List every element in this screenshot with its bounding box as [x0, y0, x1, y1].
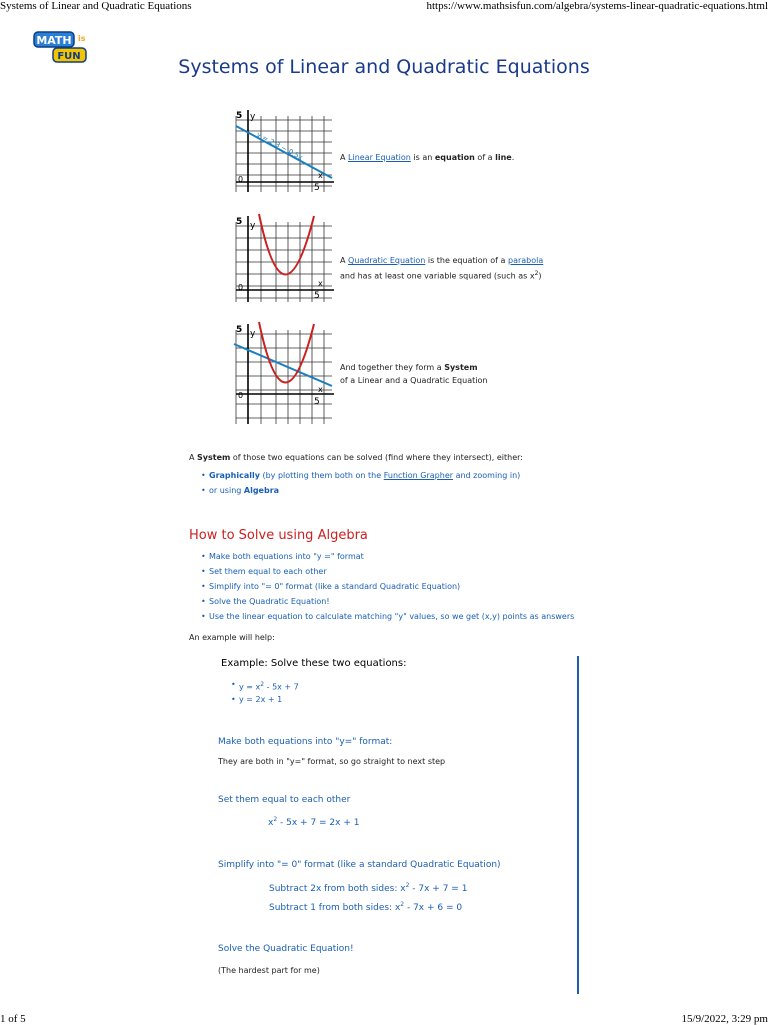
print-footer-page: 1 of 5 [0, 1013, 26, 1025]
svg-text:x: x [318, 279, 323, 288]
linear-description: A Linear Equation is an equation of a line. [340, 153, 515, 162]
line-equation-label: y = 2.3 − 0.5x [255, 130, 305, 162]
y-max-label: 5 [236, 111, 243, 121]
x-max-label: 5 [314, 183, 320, 193]
parabola-link[interactable]: parabola [507, 256, 544, 265]
svg-text:x: x [318, 385, 323, 394]
svg-text:5: 5 [236, 217, 243, 227]
parabola-graph [232, 212, 336, 304]
page-title: Systems of Linear and Quadratic Equations [178, 56, 590, 78]
system-description: And together they form a System of a Linear and a Quadratic Equation [340, 363, 488, 385]
logo-text-math: MATH [36, 34, 72, 47]
function-grapher-link[interactable]: Function Grapher [383, 471, 454, 480]
step2-equation: $x^2 - 5x + 7 = 2x + 1$ [268, 816, 360, 828]
solution-methods-list [198, 468, 520, 498]
list-item: • y = 2x + 1 [228, 692, 299, 707]
list-item: • $y = x^2 - 5x + 7$ [228, 677, 299, 692]
step3-line-a: Subtract 2x from both sides: $x^2 - 7x + 7 = 1$ [269, 882, 468, 894]
logo-text-is: is [78, 34, 86, 43]
svg-text:5: 5 [314, 397, 320, 407]
quadratic-equation-link[interactable]: Quadratic Equation [348, 256, 426, 265]
svg-text:0: 0 [238, 391, 244, 400]
print-footer-datetime: 15/9/2022, 3:29 pm [681, 1013, 768, 1025]
list-item: • Use the linear equation to calculate matching "y" values, so we get (x,y) points as answers [198, 609, 574, 624]
example-intro: An example will help: [189, 633, 275, 642]
list-item: • Make both equations into "y =" format [198, 549, 574, 564]
linear-graph [232, 106, 336, 196]
list-item: • Graphically (by plotting them both on the Function Grapher and zooming in) [198, 468, 520, 483]
example-title: Example: Solve these two equations: [221, 658, 407, 669]
x-axis-label: x [318, 171, 323, 180]
system-paragraph: A System of those two equations can be solved (find where they intersect), either: [189, 453, 523, 462]
step1-text: They are both in "y=" format, so go straight to next step [218, 757, 446, 766]
system-graph [232, 320, 336, 426]
example-equations-list [228, 677, 299, 707]
logo-text-fun: FUN [57, 51, 81, 62]
quadratic-description: A Quadratic Equation is the equation of a parabola and has at least one variable squared (such as $x^2$) [340, 256, 544, 281]
svg-text:5: 5 [236, 325, 243, 335]
list-item: • or using Algebra [198, 483, 520, 498]
svg-text:5: 5 [314, 291, 320, 301]
system-parabola [259, 322, 314, 383]
step1-heading: Make both equations into "y=" format: [218, 737, 393, 747]
linear-equation-link[interactable]: Linear Equation [348, 153, 411, 162]
svg-text:y: y [250, 221, 256, 231]
parabola-curve [259, 214, 314, 275]
print-header-url: https://www.mathsisfun.com/algebra/systems-linear-quadratic-equations.html [426, 0, 768, 12]
print-header-title: Systems of Linear and Quadratic Equations [0, 0, 192, 12]
list-item: • Solve the Quadratic Equation! [198, 594, 574, 609]
origin-label: 0 [238, 175, 244, 184]
list-item: • Set them equal to each other [198, 564, 574, 579]
example-box-rule [577, 656, 579, 994]
how-to-solve-heading: How to Solve using Algebra [189, 528, 368, 543]
step4-text: (The hardest part for me) [218, 966, 320, 975]
step3-line-b: Subtract 1 from both sides: $x^2 - 7x + 6 = 0$ [269, 901, 463, 913]
y-axis-label: y [250, 112, 256, 122]
algebra-steps-list [198, 549, 574, 624]
svg-text:0: 0 [238, 283, 244, 292]
list-item: • Simplify into "= 0" format (like a standard Quadratic Equation) [198, 579, 574, 594]
step3-heading: Simplify into "= 0" format (like a standard Quadratic Equation) [218, 860, 501, 870]
svg-text:y: y [250, 329, 256, 339]
step4-heading: Solve the Quadratic Equation! [218, 944, 354, 954]
step2-heading: Set them equal to each other [218, 795, 351, 805]
